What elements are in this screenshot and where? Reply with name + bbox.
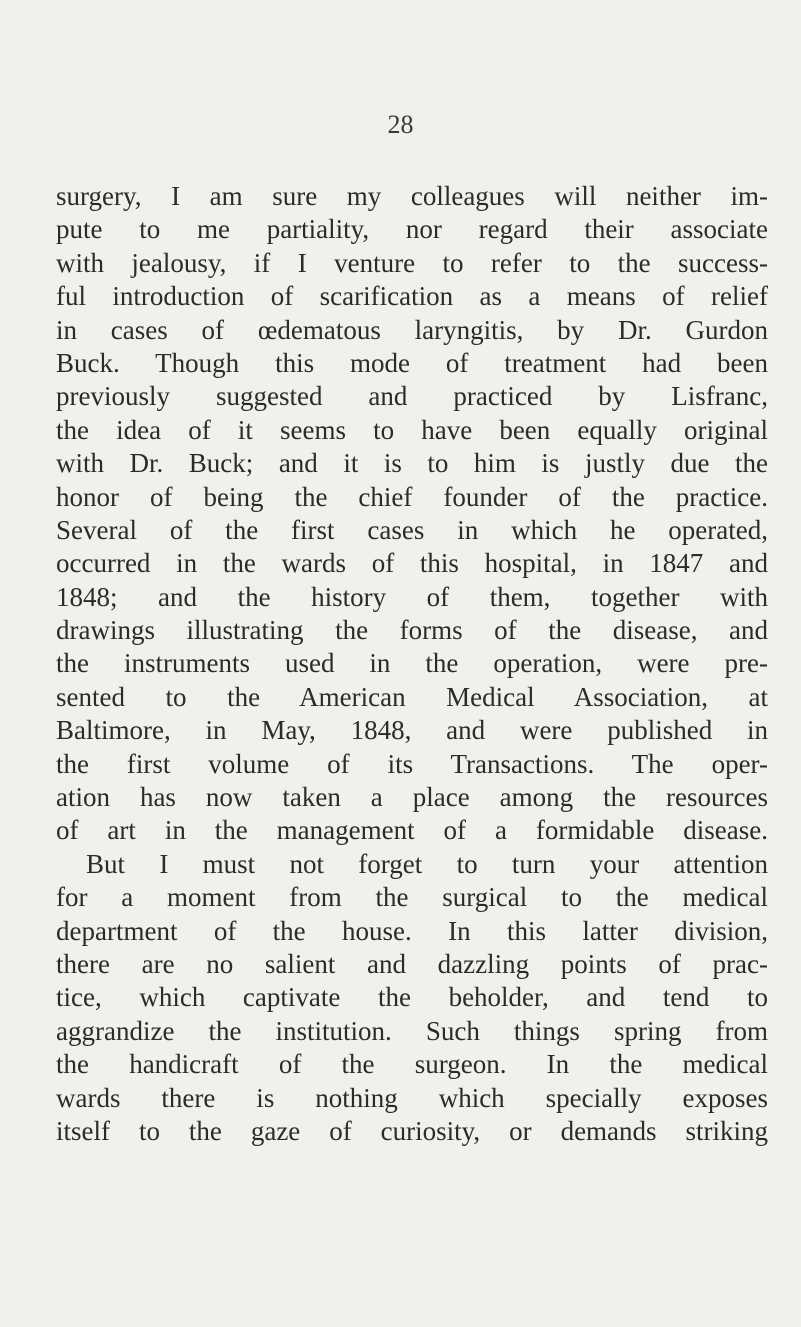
- text-line: the idea of it seems to have been equally original: [56, 414, 768, 445]
- text-line: for a moment from the surgical to the medical: [56, 882, 768, 913]
- text-line: itself to the gaze of curiosity, or demands striking: [56, 1115, 768, 1146]
- text-line: sented to the American Medical Association, at: [56, 681, 768, 712]
- text-line: with Dr. Buck; and it is to him is justly due the: [56, 448, 768, 479]
- text-line: previously suggested and practiced by Lisfranc,: [56, 381, 768, 412]
- text-line: aggrandize the institution. Such things spring from: [56, 1015, 768, 1046]
- text-line: in cases of œdematous laryngitis, by Dr. Gurdon: [56, 314, 768, 345]
- text-line: pute to me partiality, nor regard their associate: [56, 214, 768, 245]
- text-line: But I must not forget to turn your attention: [86, 848, 768, 879]
- text-line: of art in the management of a formidable disease.: [56, 815, 768, 846]
- text-line: the first volume of its Transactions. The oper-: [56, 748, 768, 779]
- text-line: the instruments used in the operation, were pre-: [56, 648, 768, 679]
- text-line: wards there is nothing which specially exposes: [56, 1082, 768, 1113]
- page-number: 28: [387, 110, 414, 139]
- text-line: ation has now taken a place among the resources: [56, 782, 768, 813]
- text-line: Several of the first cases in which he operated,: [56, 514, 768, 545]
- text-line: there are no salient and dazzling points of prac-: [56, 948, 768, 979]
- text-line: ful introduction of scarification as a means of relief: [56, 281, 768, 312]
- text-line: tice, which captivate the beholder, and tend to: [56, 982, 768, 1013]
- text-line: Buck. Though this mode of treatment had been: [56, 347, 768, 378]
- text-line: with jealousy, if I venture to refer to the success-: [56, 247, 768, 278]
- text-line: drawings illustrating the forms of the disease, and: [56, 615, 768, 646]
- body-text: [56, 180, 768, 1148]
- text-line: honor of being the chief founder of the practice.: [56, 481, 768, 512]
- text-line: 1848; and the history of them, together with: [56, 581, 768, 612]
- text-line: the handicraft of the surgeon. In the medical: [56, 1049, 768, 1080]
- text-line: occurred in the wards of this hospital, in 1847 and: [56, 548, 768, 579]
- text-line: surgery, I am sure my colleagues will neither im-: [56, 181, 768, 211]
- text-line: department of the house. In this latter division,: [56, 915, 768, 946]
- text-line: Baltimore, in May, 1848, and were published in: [56, 715, 768, 746]
